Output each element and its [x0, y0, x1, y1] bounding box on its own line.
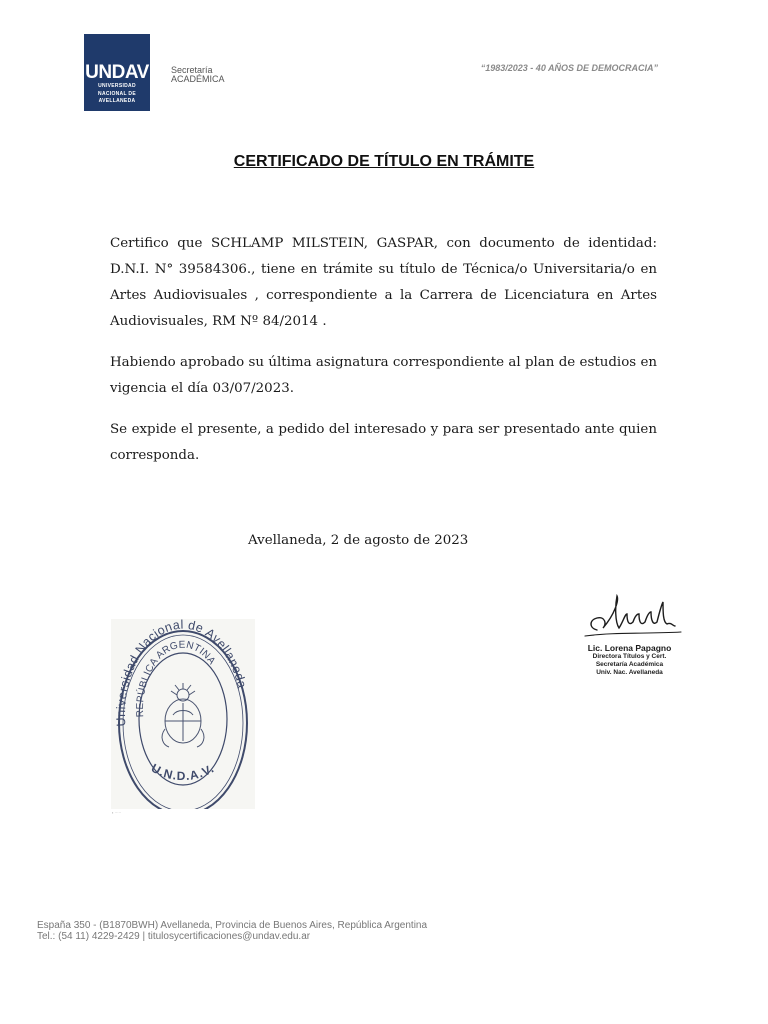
seal-scan-caption: ▪ ·····	[112, 810, 122, 815]
department-line-2: ACADÉMICA	[171, 74, 225, 84]
seal-outer-text: Universidad Nacional de Avellaneda	[113, 619, 250, 727]
signature-block	[563, 592, 696, 688]
body-paragraph-2: Habiendo aprobado su última asignatura correspondiente al plan de estudios en vigencia el día 03/07/2023.	[110, 355, 657, 396]
footer-contact: Tel.: (54 11) 4229-2429 | titulosycertificaciones@undav.edu.ar	[37, 931, 311, 942]
certificate-body	[110, 231, 657, 484]
seal-inner-text: REPÚBLICA ARGENTINA	[134, 639, 218, 718]
logo-line-3: AVELLANEDA	[98, 98, 136, 104]
footer-address: España 350 - (B1870BWH) Avellaneda, Provincia de Buenos Aires, República Argentina	[37, 920, 428, 931]
body-paragraph-3: Se expide el presente, a pedido del interesado y para ser presentado ante quien corresponda.	[110, 422, 657, 463]
department-line-1: Secretaría	[171, 65, 213, 75]
department-label	[171, 66, 225, 84]
official-seal	[111, 619, 255, 809]
logo-mark: UNDAV	[85, 62, 149, 83]
university-logo	[84, 34, 150, 111]
seal-bottom-text: U.N.D.A.V.	[148, 760, 217, 784]
signatory-name: Lic. Lorena Papagno	[587, 643, 672, 653]
svg-text:U.N.D.A.V.	[149, 761, 217, 783]
signatory-title-1: Directora Títulos y Cert.	[592, 653, 667, 660]
logo-line-2: NACIONAL DE	[98, 90, 136, 97]
logo-line-1: UNIVERSIDAD	[98, 83, 136, 89]
page-footer	[37, 920, 427, 942]
signatory-title-3: Univ. Nac. Avellaneda	[596, 669, 663, 676]
handwritten-signature-icon	[575, 592, 685, 646]
seal-stamp-icon	[111, 619, 255, 809]
signatory-title-2: Secretaría Académica	[595, 661, 664, 668]
document-title: CERTIFICADO DE TÍTULO EN TRÁMITE	[233, 153, 535, 170]
coat-of-arms-icon	[162, 683, 204, 747]
header-motto: “1983/2023 - 40 AÑOS DE DEMOCRACIA”	[480, 63, 658, 73]
body-paragraph-1: Certifico que SCHLAMP MILSTEIN, GASPAR, con documento de identidad: D.N.I. N° 39584306., tiene en trámite su título de Técnica/o Universitaria/o en Artes Audiovisuales , correspondiente a la Carrera de Licenciatura en Artes Audiovisuales, RM Nº 84/2014 .	[110, 236, 657, 329]
place-and-date: Avellaneda, 2 de agosto de 2023	[248, 533, 469, 548]
